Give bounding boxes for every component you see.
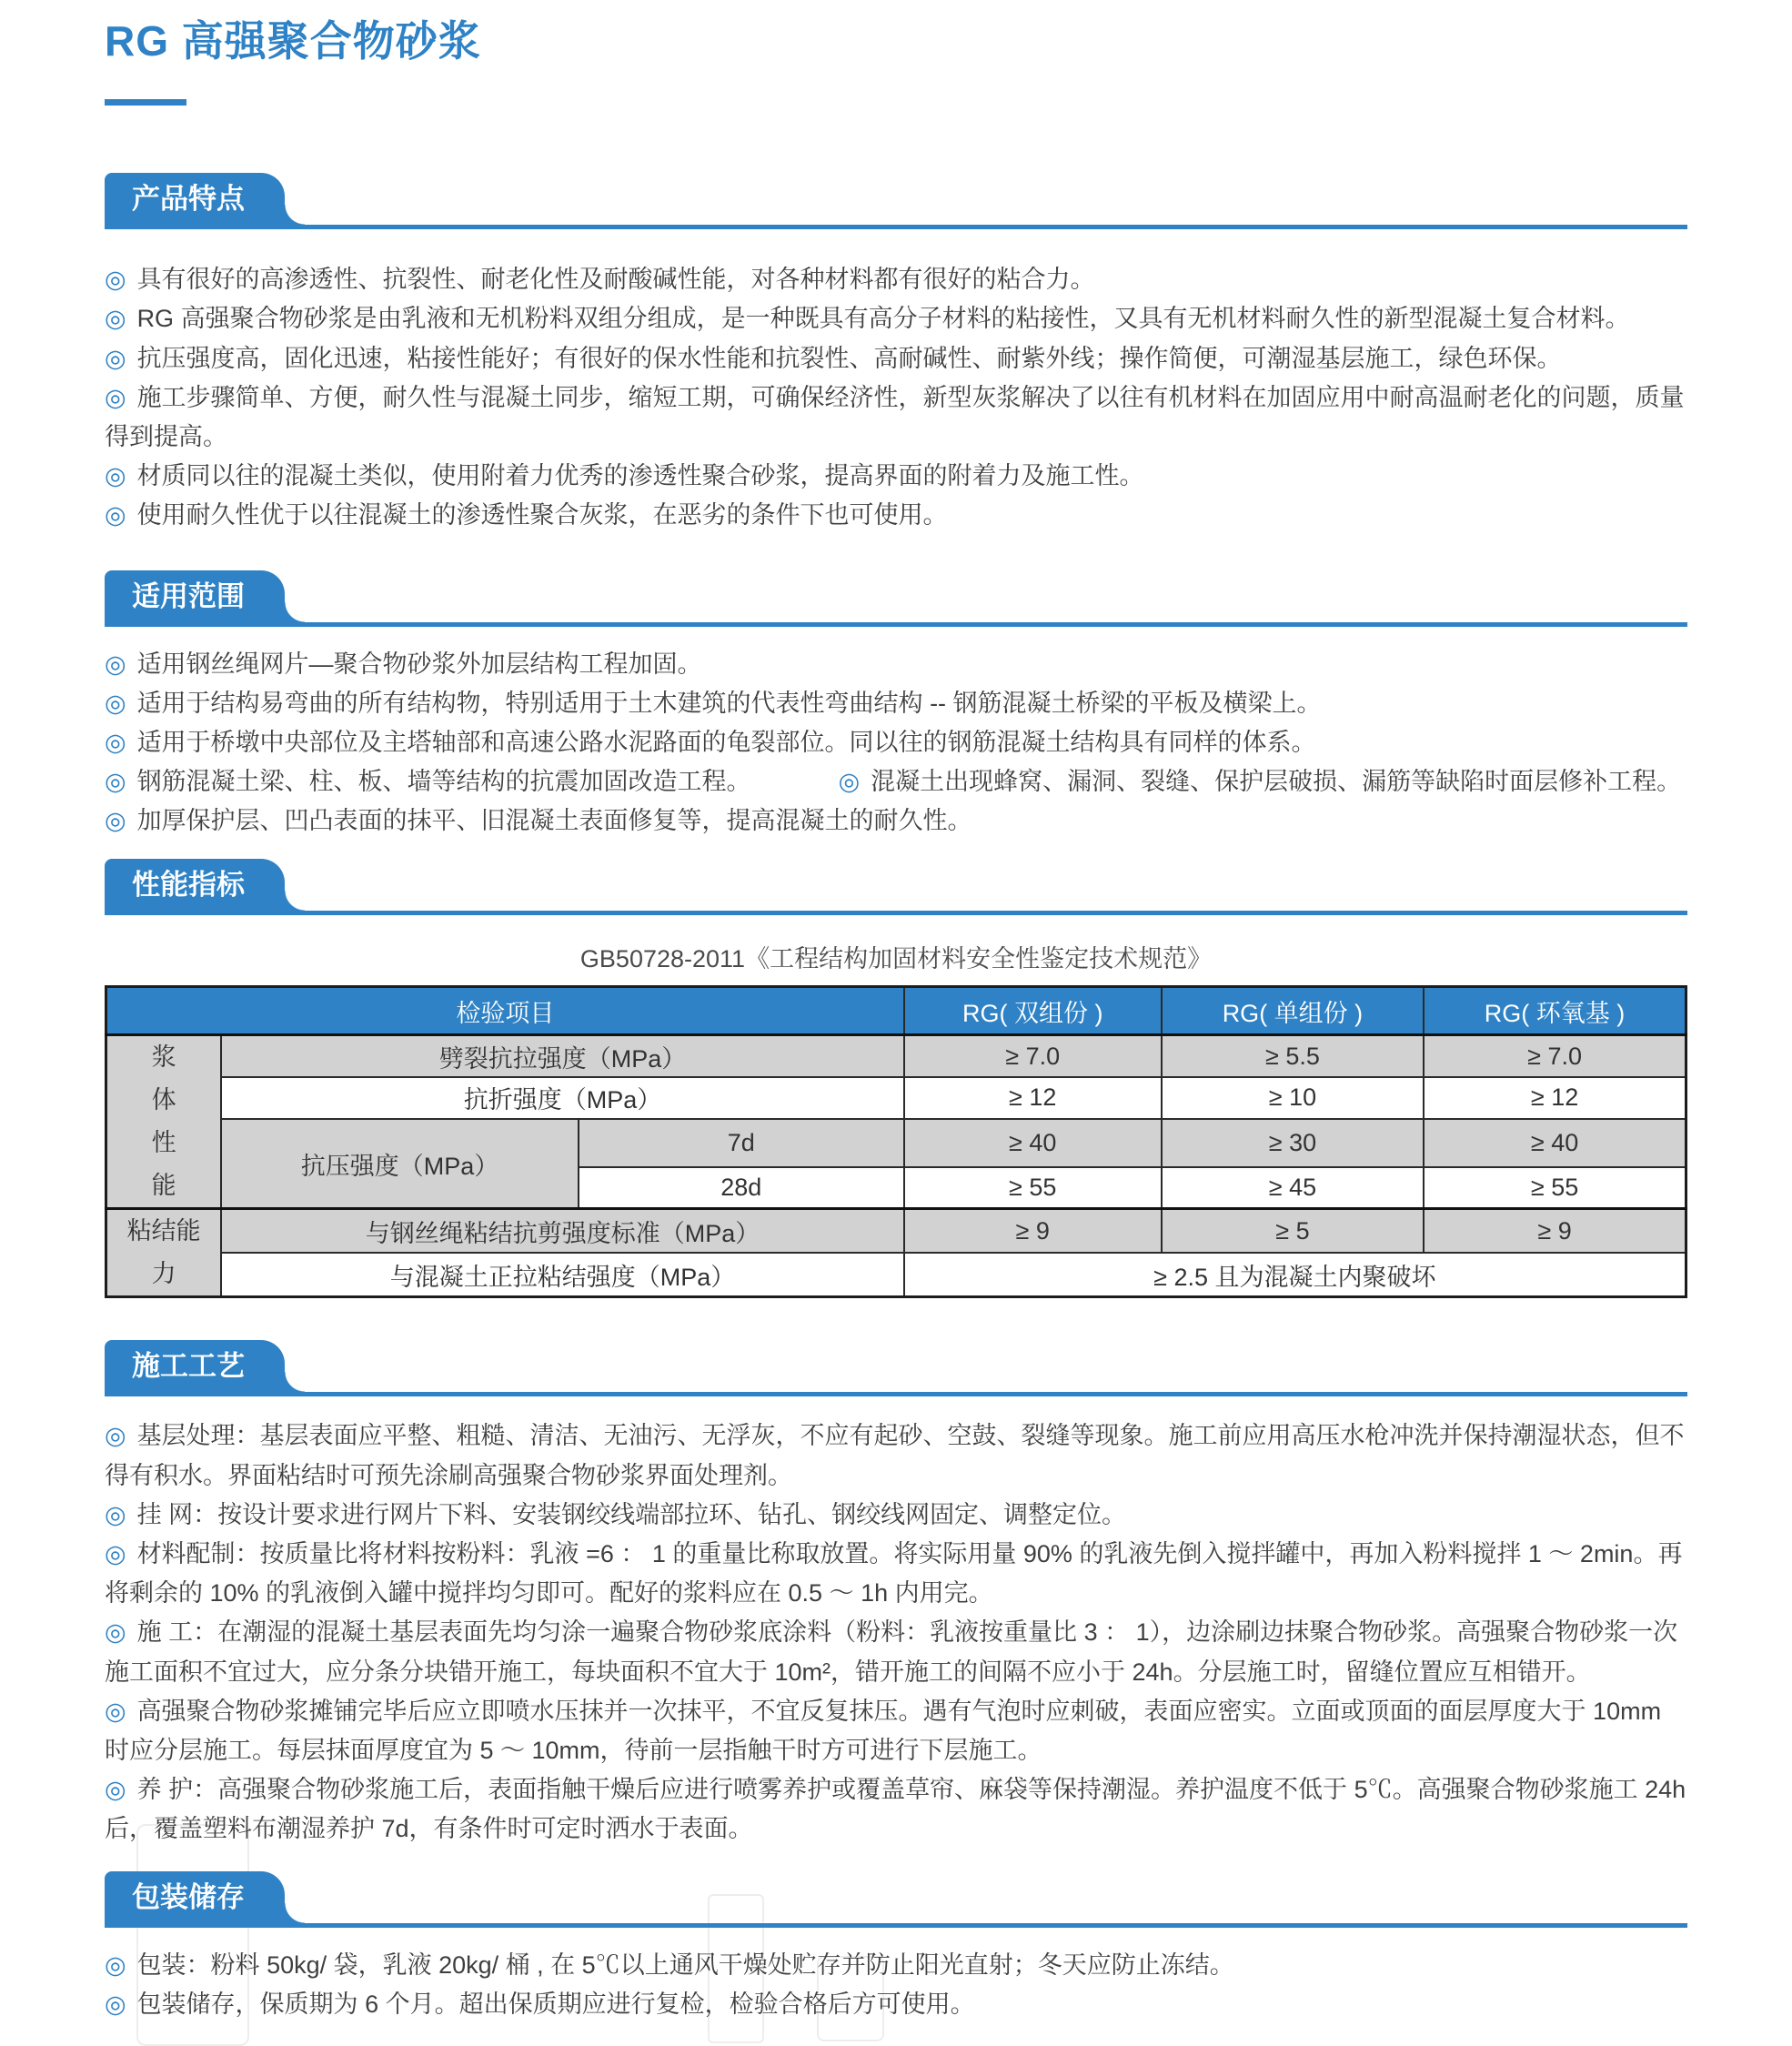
bullet-item xyxy=(105,378,1687,457)
header-cell-rg-single: RG( 单组份 ) xyxy=(1162,987,1424,1035)
header-cell-item: 检验项目 xyxy=(106,987,904,1035)
bullet-item xyxy=(105,1496,1687,1535)
bullet-item xyxy=(105,1416,1687,1495)
bullet-text: 加厚保护层、凹凸表面的抹平、旧混凝土表面修复等，提高混凝土的耐久性。 xyxy=(136,807,972,835)
section-badge xyxy=(105,1340,285,1392)
section-title: 适用范围 xyxy=(132,580,245,612)
bullet-text: 混凝土出现蜂窝、漏洞、裂缝、保护层破损、漏筋等缺陷时面层修补工程。 xyxy=(871,768,1682,796)
bullet-list xyxy=(105,1946,1687,2024)
table-cell-value: ≥ 45 xyxy=(1162,1167,1424,1209)
section-title: 包装储存 xyxy=(132,1880,245,1913)
bullet-list xyxy=(105,1416,1687,1849)
bullet-text: 材质同以往的混凝土类似，使用附着力优秀的渗透性聚合砂浆，提高界面的附着力及施工性。 xyxy=(136,462,1144,490)
bullet-item xyxy=(105,1946,1687,1985)
section-performance xyxy=(105,859,1687,1298)
bullet-list xyxy=(105,260,1687,535)
table-cell-value: ≥ 30 xyxy=(1162,1119,1424,1167)
bullet-text: 基层处理：基层表面应平整、粗糙、清洁、无油污、无浮灰，不应有起砂、空鼓、裂缝等现象。施工前应用高压水枪冲洗并保持潮湿状态，但不得有积水。界面粘结时可预先涂刷高强聚合物砂浆界面处理剂。 xyxy=(105,1422,1685,1489)
table-cell-sub: 28d xyxy=(579,1167,904,1209)
table-cell-value-merged: ≥ 2.5 且为混凝土内聚破坏 xyxy=(904,1253,1686,1297)
bullet-item-pair xyxy=(105,762,1687,801)
bullet-text: RG 高强聚合物砂浆是由乳液和无机粉料双组分组成，是一种既具有高分子材料的粘接性，又具有无机材料耐久性的新型混凝土复合材料。 xyxy=(136,305,1630,333)
table-cell-value: ≥ 5.5 xyxy=(1162,1035,1424,1077)
section-header xyxy=(105,859,1687,915)
page-title: RG 高强聚合物砂浆 xyxy=(105,17,481,65)
bullet-item xyxy=(105,645,1687,684)
section-badge xyxy=(105,173,285,225)
section-scope xyxy=(105,570,1687,842)
row-group-label-bond: 粘结能 力 xyxy=(106,1209,222,1297)
bullet-icon: ◎ xyxy=(105,462,126,490)
section-features xyxy=(105,173,1687,535)
table-row xyxy=(106,1253,1686,1297)
bullet-text: 施 工：在潮湿的混凝土基层表面先均匀涂一遍聚合物砂浆底涂料（粉料：乳液按重量比 3 ： 1），边涂刷边抹聚合物砂浆。高强聚合物砂浆一次施工面积不宜过大，应分条分块错开施工，每块面积不宜大于 10m²，错开施工的间隔不应小于 24h。分层施工时，留缝位置应互相错开。 xyxy=(105,1618,1678,1686)
bullet-item xyxy=(105,457,1687,496)
table-row xyxy=(106,1209,1686,1254)
table-cell-value: ≥ 12 xyxy=(1424,1077,1686,1119)
table-cell-value: ≥ 9 xyxy=(904,1209,1162,1254)
bullet-text: 挂 网：按设计要求进行网片下料、安装钢绞线端部拉环、钻孔、钢绞线网固定、调整定位。 xyxy=(136,1500,1127,1528)
header-cell-rg-epoxy: RG( 环氧基 ) xyxy=(1424,987,1686,1035)
section-title: 性能指标 xyxy=(132,869,245,902)
section-title: 产品特点 xyxy=(132,183,245,216)
section-badge xyxy=(105,570,285,622)
bullet-icon: ◎ xyxy=(105,650,126,678)
bullet-item xyxy=(105,496,1687,535)
section-packaging xyxy=(105,1871,1687,2024)
bullet-text: 钢筋混凝土梁、柱、板、墙等结构的抗震加固改造工程。 xyxy=(136,768,751,796)
bullet-text: 包装：粉料 50kg/ 袋，乳液 20kg/ 桶 , 在 5℃以上通风干燥处贮存并防止阳光直射；冬天应防止冻结。 xyxy=(136,1950,1234,1979)
bullet-icon: ◎ xyxy=(105,501,126,529)
bullet-text: 施工步骤简单、方便，耐久性与混凝土同步，缩短工期，可确保经济性，新型灰浆解决了以往有机材料在加固应用中耐高温耐老化的问题，质量得到提高。 xyxy=(105,383,1685,450)
bullet-text: 使用耐久性优于以往混凝土的渗透性聚合灰浆，在恶劣的条件下也可使用。 xyxy=(136,501,948,529)
bullet-icon: ◎ xyxy=(105,1950,126,1979)
bullet-text: 抗压强度高，固化迅速，粘接性能好；有很好的保水性能和抗裂性、高耐碱性、耐紫外线；操作简便，可潮湿基层施工，绿色环保。 xyxy=(136,344,1562,372)
bullet-icon: ◎ xyxy=(105,1776,126,1804)
bullet-icon: ◎ xyxy=(105,728,126,756)
table-header-row xyxy=(106,987,1686,1035)
bullet-text: 材料配制：按质量比将材料按粉料：乳液 =6 ： 1 的重量比称取放置。将实际用量 90% 的乳液先倒入搅拌罐中，再加入粉料搅拌 1 ～ 2min。再将剩余的 10% 的乳液倒入罐中搅拌均匀即可。配好的浆料应在 0.5 ～ 1h 内用完。 xyxy=(105,1540,1683,1608)
table-cell-value: ≥ 40 xyxy=(904,1119,1162,1167)
section-process xyxy=(105,1340,1687,1849)
table-cell-name: 抗折强度（MPa） xyxy=(221,1077,903,1119)
bullet-icon: ◎ xyxy=(105,1618,126,1647)
bullet-item xyxy=(105,1770,1687,1849)
section-title: 施工工艺 xyxy=(132,1350,245,1383)
bullet-icon: ◎ xyxy=(105,807,126,835)
bullet-text: 养 护：高强聚合物砂浆施工后，表面指触干燥后应进行喷雾养护或覆盖草帘、麻袋等保持潮湿。养护温度不低于 5℃。高强聚合物砂浆施工 24h 后，覆盖塑料布潮湿养护 7d，有条件时可定时洒水于表面。 xyxy=(105,1776,1686,1843)
table-cell-value: ≥ 7.0 xyxy=(1424,1035,1686,1077)
section-header xyxy=(105,1340,1687,1396)
bullet-text: 包装储存，保质期为 6 个月。超出保质期应进行复检，检验合格后方可使用。 xyxy=(136,1990,975,2018)
section-header xyxy=(105,1871,1687,1928)
header-cell-rg-dual: RG( 双组份 ) xyxy=(904,987,1162,1035)
bullet-item xyxy=(105,1535,1687,1613)
bullet-icon: ◎ xyxy=(105,266,126,294)
bullet-icon: ◎ xyxy=(105,768,126,796)
table-cell-name: 与钢丝绳粘结抗剪强度标准（MPa） xyxy=(221,1209,903,1254)
bullet-list xyxy=(105,645,1687,842)
bullet-item xyxy=(105,801,1687,841)
table-cell-value: ≥ 5 xyxy=(1162,1209,1424,1254)
table-row xyxy=(106,1035,1686,1077)
bullet-item xyxy=(105,684,1687,723)
bullet-text: 具有很好的高渗透性、抗裂性、耐老化性及耐酸碱性能，对各种材料都有很好的粘合力。 xyxy=(136,266,1095,294)
table-cell-value: ≥ 10 xyxy=(1162,1077,1424,1119)
table-cell-value: ≥ 40 xyxy=(1424,1119,1686,1167)
table-cell-name: 与混凝土正拉粘结强度（MPa） xyxy=(221,1253,903,1297)
bullet-icon: ◎ xyxy=(838,768,861,796)
title-accent-dash xyxy=(105,99,186,106)
bullet-item xyxy=(105,339,1687,378)
bullet-icon: ◎ xyxy=(105,689,126,717)
bullet-text: 适用于结构易弯曲的所有结构物，特别适用于土木建筑的代表性弯曲结构 -- 钢筋混凝土桥梁的平板及横梁上。 xyxy=(136,689,1322,717)
bullet-text: 适用钢丝绳网片—聚合物砂浆外加层结构工程加固。 xyxy=(136,650,702,678)
table-cell-value: ≥ 12 xyxy=(904,1077,1162,1119)
bullet-icon: ◎ xyxy=(105,344,126,372)
row-group-label-paste: 浆 体 性 能 xyxy=(106,1035,222,1209)
bullet-item xyxy=(105,1692,1687,1770)
bullet-icon: ◎ xyxy=(105,1540,126,1567)
performance-table xyxy=(105,985,1687,1298)
table-cell-value: ≥ 9 xyxy=(1424,1209,1686,1254)
table-cell-value: ≥ 7.0 xyxy=(904,1035,1162,1077)
bullet-item xyxy=(105,723,1687,762)
bullet-text: 适用于桥墩中央部位及主塔轴部和高速公路水泥路面的龟裂部位。同以往的钢筋混凝土结构具有同样的体系。 xyxy=(136,728,1316,756)
bullet-icon: ◎ xyxy=(105,1990,126,2018)
table-cell-value: ≥ 55 xyxy=(1424,1167,1686,1209)
table-row xyxy=(106,1119,1686,1167)
table-cell-value: ≥ 55 xyxy=(904,1167,1162,1209)
bullet-icon: ◎ xyxy=(105,1500,126,1528)
bullet-icon: ◎ xyxy=(105,383,126,411)
section-badge xyxy=(105,1871,285,1923)
section-header xyxy=(105,570,1687,627)
table-cell-name: 抗压强度（MPa） xyxy=(221,1119,579,1209)
section-header xyxy=(105,173,1687,229)
table-caption: GB50728-2011《工程结构加固材料安全性鉴定技术规范》 xyxy=(579,945,1213,973)
bullet-item xyxy=(105,1985,1687,2024)
bullet-icon: ◎ xyxy=(105,1422,126,1450)
bullet-item xyxy=(105,1613,1687,1691)
bullet-item xyxy=(105,260,1687,299)
bullet-icon: ◎ xyxy=(105,1697,126,1725)
bullet-icon: ◎ xyxy=(105,305,126,333)
section-badge xyxy=(105,859,285,911)
table-row xyxy=(106,1077,1686,1119)
table-cell-name: 劈裂抗拉强度（MPa） xyxy=(221,1035,903,1077)
bullet-text: 高强聚合物砂浆摊铺完毕后应立即喷水压抹并一次抹平，不宜反复抹压。遇有气泡时应刺破，表面应密实。立面或顶面的面层厚度大于 10mm 时应分层施工。每层抹面厚度宜为 5 ～ 10mm，待前一层指触干时方可进行下层施工。 xyxy=(105,1697,1662,1764)
bullet-item xyxy=(105,299,1687,338)
table-cell-sub: 7d xyxy=(579,1119,904,1167)
